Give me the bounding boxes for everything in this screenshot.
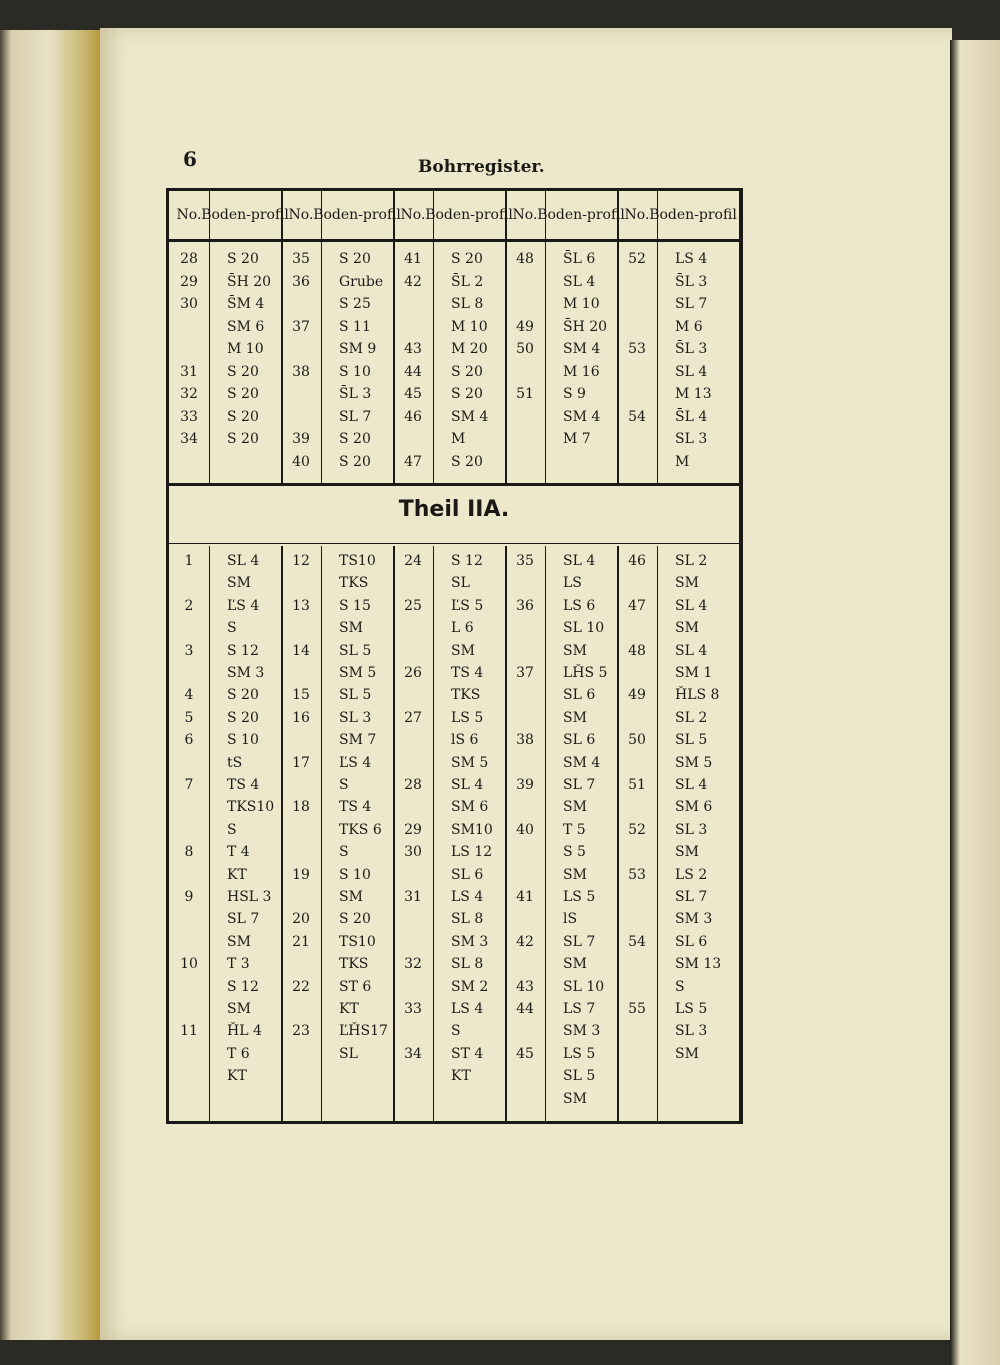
soil-profile-entry: SL 3 (339, 709, 372, 726)
header-line1: Boden- (537, 207, 587, 223)
soil-profile-entry: ȞL 4 (227, 1023, 262, 1040)
boring-number: 39 (516, 777, 534, 793)
soil-profile-entry: SL 5 (675, 732, 708, 749)
section-divider (169, 483, 739, 486)
boring-number: 52 (628, 251, 646, 267)
soil-profile-entry: S 20 (227, 687, 259, 704)
soil-profile-entry: SL 4 (563, 273, 596, 290)
boring-number: 25 (404, 597, 422, 614)
soil-profile-entry: SL 4 (563, 553, 596, 569)
column-divider (209, 191, 210, 1121)
soil-profile-entry: S 10 (339, 363, 371, 380)
boring-number: 35 (516, 553, 534, 569)
boring-number: 38 (292, 363, 310, 380)
soil-profile-entry: M (675, 453, 690, 470)
soil-profile-entry: S (451, 1023, 461, 1040)
boring-number: 36 (292, 273, 310, 290)
soil-profile-entry: KT (451, 1068, 471, 1085)
boring-number: 28 (404, 777, 422, 793)
boring-number: 11 (180, 1023, 198, 1040)
soil-profile-entry: S 20 (451, 453, 483, 470)
soil-profile-entry: SL 2 (675, 709, 708, 726)
soil-profile-entry: TKS (451, 687, 481, 704)
boring-number: 40 (516, 821, 534, 838)
soil-profile-entry: SM (227, 933, 251, 950)
boring-number: 44 (516, 1001, 534, 1017)
soil-profile-entry: S 15 (339, 597, 371, 614)
boring-number: 31 (180, 363, 198, 380)
soil-profile-entry: SL 4 (675, 597, 708, 614)
boring-number: 45 (516, 1045, 534, 1062)
soil-profile-entry: S 20 (339, 431, 371, 447)
soil-profile-entry: SL 3 (675, 431, 708, 447)
soil-profile-entry: TS 4 (339, 799, 372, 816)
soil-profile-entry: LS 12 (451, 844, 493, 861)
soil-profile-entry: S̄H 20 (563, 318, 608, 335)
header-no: No. (176, 207, 202, 223)
header-no: No. (512, 207, 538, 223)
page-number: 6 (183, 147, 197, 171)
soil-profile-entry: SL 6 (451, 866, 484, 883)
boring-number: 36 (516, 597, 534, 614)
section-title: Theil IIA. (398, 497, 510, 522)
soil-profile-entry: SM 6 (227, 318, 265, 335)
soil-profile-entry: SL 7 (563, 777, 596, 793)
boring-number: 3 (184, 642, 194, 659)
soil-profile-entry: SM 5 (675, 754, 713, 771)
boring-number: 41 (404, 251, 422, 267)
soil-profile-entry: S 20 (339, 251, 371, 267)
soil-profile-entry: T 6 (227, 1045, 250, 1062)
column-divider (321, 191, 322, 1121)
boring-number: 54 (628, 408, 646, 425)
soil-profile-entry: S (227, 821, 237, 838)
soil-profile-entry: SL 6 (675, 933, 708, 950)
soil-profile-entry: S 20 (227, 386, 259, 402)
soil-profile-entry: LS 4 (451, 1001, 484, 1017)
soil-profile-entry: S̄H 20 (227, 273, 272, 290)
boring-number: 23 (292, 1023, 310, 1040)
soil-profile-entry: SL 7 (675, 889, 708, 905)
boring-number: 39 (292, 431, 310, 447)
boring-number: 49 (628, 687, 646, 704)
soil-profile-entry: LS 6 (563, 597, 596, 614)
soil-profile-entry: SM (563, 1090, 587, 1107)
header-line1: Boden- (649, 207, 699, 223)
boring-number: 14 (292, 642, 310, 659)
soil-profile-entry: LS 4 (451, 889, 484, 905)
soil-profile-entry: SM (227, 575, 251, 592)
header-no: No. (288, 207, 314, 223)
boring-number: 32 (404, 956, 422, 973)
boring-number: 34 (404, 1045, 422, 1062)
soil-profile-entry: L 6 (451, 620, 474, 637)
soil-profile-entry: S 20 (227, 431, 259, 447)
soil-profile-entry: SL 5 (563, 1068, 596, 1085)
soil-profile-entry: S 25 (339, 296, 371, 312)
header-no: No. (400, 207, 426, 223)
soil-profile-entry: SL 7 (227, 911, 260, 928)
soil-profile-entry: LS 5 (563, 1045, 596, 1062)
soil-profile-entry: TKS (339, 575, 369, 592)
boring-number: 24 (404, 553, 422, 569)
soil-profile-entry: ĽS 4 (227, 597, 260, 614)
soil-profile-entry: LȞS 5 (563, 665, 608, 681)
soil-profile-entry: SM10 (451, 821, 493, 838)
soil-profile-entry: SM (563, 642, 587, 659)
soil-profile-entry: S (675, 978, 685, 995)
soil-profile-entry: SM (339, 620, 363, 637)
soil-profile-entry: M 10 (451, 318, 488, 335)
header-bodenprofil (425, 191, 513, 239)
boring-number: 55 (628, 1001, 646, 1017)
boring-number: 2 (184, 597, 194, 614)
boring-number: 48 (628, 642, 646, 659)
boring-number: 6 (184, 732, 194, 749)
soil-profile-entry: LS 2 (675, 866, 708, 883)
boring-number: 27 (404, 709, 422, 726)
soil-profile-entry: SM 6 (451, 799, 489, 816)
soil-profile-entry: SL 4 (675, 363, 708, 380)
soil-profile-entry: SM 5 (339, 665, 377, 681)
table-header (169, 191, 739, 242)
soil-profile-entry: SL 7 (563, 933, 596, 950)
boring-number: 30 (404, 844, 422, 861)
boring-number: 51 (516, 386, 534, 402)
soil-profile-entry: LS 4 (675, 251, 708, 267)
column-divider (657, 191, 658, 1121)
soil-profile-entry: SM 3 (451, 933, 489, 950)
soil-profile-entry: SM (675, 844, 699, 861)
soil-profile-entry: S 20 (339, 453, 371, 470)
soil-profile-entry: M 16 (563, 363, 600, 380)
soil-profile-entry: SM 4 (563, 341, 601, 357)
soil-profile-entry: TS 4 (227, 777, 260, 793)
soil-profile-entry: S 9 (563, 386, 586, 402)
soil-profile-entry: SM (563, 866, 587, 883)
soil-profile-entry: Grube (339, 273, 384, 290)
soil-profile-entry: LS (563, 575, 582, 592)
boring-number: 34 (180, 431, 198, 447)
soil-profile-entry: ȞLS 8 (675, 687, 720, 704)
boring-number: 49 (516, 318, 534, 335)
soil-profile-entry: M 6 (675, 318, 703, 335)
soil-profile-entry: SM (227, 1001, 251, 1017)
soil-profile-entry: SM 4 (563, 408, 601, 425)
column-divider (433, 191, 434, 1121)
soil-profile-entry: SM (675, 1045, 699, 1062)
soil-profile-entry: SL 10 (563, 620, 605, 637)
boring-number: 29 (404, 821, 422, 838)
soil-profile-entry: S 20 (227, 408, 259, 425)
header-line1: Boden- (313, 207, 363, 223)
register-table (166, 188, 743, 1124)
soil-profile-entry: ĽȞS17 (339, 1023, 388, 1040)
boring-number: 5 (184, 709, 194, 726)
boring-number: 50 (516, 341, 534, 357)
book-page-stack (0, 30, 110, 1340)
soil-profile-entry: S 12 (227, 978, 259, 995)
soil-profile-entry: S 20 (451, 363, 483, 380)
soil-profile-entry: TKS 6 (339, 821, 382, 838)
section-divider (169, 543, 739, 544)
soil-profile-entry: SM 9 (339, 341, 377, 357)
boring-number: 43 (516, 978, 534, 995)
soil-profile-entry: ST 6 (339, 978, 372, 995)
boring-number: 43 (404, 341, 422, 357)
boring-number: 37 (292, 318, 310, 335)
soil-profile-entry: SM 2 (451, 978, 489, 995)
soil-profile-entry: SL 6 (563, 732, 596, 749)
soil-profile-entry: M 10 (563, 296, 600, 312)
soil-profile-entry: M (451, 431, 466, 447)
soil-profile-entry: SL (339, 1045, 358, 1062)
boring-number: 53 (628, 341, 646, 357)
header-line2: profil (362, 207, 401, 223)
header-line2: profil (698, 207, 737, 223)
soil-profile-entry: SL 8 (451, 296, 484, 312)
boring-number: 53 (628, 866, 646, 883)
soil-profile-entry: SL 7 (339, 408, 372, 425)
boring-number: 31 (404, 889, 422, 905)
soil-profile-entry: SM (451, 642, 475, 659)
soil-profile-entry: T 5 (563, 821, 586, 838)
soil-profile-entry: SM 5 (451, 754, 489, 771)
soil-profile-entry: SL 4 (227, 553, 260, 569)
soil-profile-entry: SL 6 (563, 687, 596, 704)
soil-profile-entry: TKS10 (227, 799, 275, 816)
boring-number: 8 (184, 844, 194, 861)
boring-number: 32 (180, 386, 198, 402)
boring-number: 4 (184, 687, 194, 704)
boring-number: 7 (184, 777, 194, 793)
header-bodenprofil (201, 191, 289, 239)
soil-profile-entry: S 10 (227, 732, 259, 749)
soil-profile-entry: TKS (339, 956, 369, 973)
boring-number: 51 (628, 777, 646, 793)
boring-number: 44 (404, 363, 422, 380)
soil-profile-entry: SL 8 (451, 956, 484, 973)
boring-number: 41 (516, 889, 534, 905)
boring-number: 48 (516, 251, 534, 267)
header-bodenprofil (649, 191, 737, 239)
soil-profile-entry: SL 5 (339, 687, 372, 704)
running-head: Bohrregister. (418, 157, 545, 177)
boring-number: 42 (404, 273, 422, 290)
soil-profile-entry: SM (563, 799, 587, 816)
boring-number: 19 (292, 866, 310, 883)
soil-profile-entry: LS 5 (451, 709, 484, 726)
soil-profile-entry: SM (339, 889, 363, 905)
soil-profile-entry: SM 7 (339, 732, 377, 749)
soil-profile-entry: SL 4 (675, 642, 708, 659)
soil-profile-entry: ĽS 4 (339, 754, 372, 771)
soil-profile-entry: SM 13 (675, 956, 722, 973)
soil-profile-entry: S 20 (339, 911, 371, 928)
soil-profile-entry: ST 4 (451, 1045, 484, 1062)
soil-profile-entry: M 13 (675, 386, 712, 402)
soil-profile-entry: S 20 (227, 251, 259, 267)
header-line2: profil (586, 207, 625, 223)
boring-number: 38 (516, 732, 534, 749)
boring-number: 47 (404, 453, 422, 470)
boring-number: 46 (628, 553, 646, 569)
boring-number: 47 (628, 597, 646, 614)
boring-number: 20 (292, 911, 310, 928)
boring-number: 12 (292, 553, 310, 569)
soil-profile-entry: M 7 (563, 431, 591, 447)
soil-profile-entry: TS 4 (451, 665, 484, 681)
soil-profile-entry: SM 3 (563, 1023, 601, 1040)
soil-profile-entry: S (339, 777, 349, 793)
boring-number: 35 (292, 251, 310, 267)
boring-number: 37 (516, 665, 534, 681)
header-bodenprofil (537, 191, 625, 239)
boring-number: 54 (628, 933, 646, 950)
soil-profile-entry: LS 5 (563, 889, 596, 905)
soil-profile-entry: S 10 (339, 866, 371, 883)
soil-profile-entry: M 20 (451, 341, 488, 357)
boring-number: 30 (180, 296, 198, 312)
soil-profile-entry: SL 2 (675, 553, 708, 569)
soil-profile-entry: TS10 (339, 553, 376, 569)
soil-profile-entry: S 12 (227, 642, 259, 659)
soil-profile-entry: S (339, 844, 349, 861)
header-line2: profil (474, 207, 513, 223)
soil-profile-entry: SL 5 (339, 642, 372, 659)
boring-number: 17 (292, 754, 310, 771)
soil-profile-entry: KT (339, 1001, 359, 1017)
soil-profile-entry: SM 4 (451, 408, 489, 425)
soil-profile-entry: SL (451, 575, 470, 592)
boring-number: 10 (180, 956, 198, 973)
soil-profile-entry: SL 8 (451, 911, 484, 928)
header-line1: Boden- (201, 207, 251, 223)
boring-number: 42 (516, 933, 534, 950)
soil-profile-entry: S 11 (339, 318, 371, 335)
soil-profile-entry: S̄L 3 (339, 386, 372, 402)
soil-profile-entry: SL 4 (675, 777, 708, 793)
soil-profile-entry: tS (227, 754, 243, 771)
soil-profile-entry: TS10 (339, 933, 376, 950)
soil-profile-entry: S̄L 6 (563, 251, 596, 267)
boring-number: 33 (180, 408, 198, 425)
soil-profile-entry: SL 10 (563, 978, 605, 995)
soil-profile-entry: SM 4 (563, 754, 601, 771)
boring-number: 45 (404, 386, 422, 402)
soil-profile-entry: SM 3 (675, 911, 713, 928)
soil-profile-entry: S 12 (451, 553, 483, 569)
soil-profile-entry: SL 3 (675, 1023, 708, 1040)
soil-profile-entry: ĽS 5 (451, 597, 484, 614)
boring-number: 15 (292, 687, 310, 704)
soil-profile-entry: SM 6 (675, 799, 713, 816)
soil-profile-entry: HSL 3 (227, 889, 272, 905)
soil-profile-entry: S 20 (451, 251, 483, 267)
soil-profile-entry: SM 1 (675, 665, 713, 681)
boring-number: 9 (184, 889, 194, 905)
soil-profile-entry: S̄M 4 (227, 296, 265, 312)
boring-number: 46 (404, 408, 422, 425)
header-no: No. (624, 207, 650, 223)
soil-profile-entry: T 3 (227, 956, 250, 973)
soil-profile-entry: M 10 (227, 341, 264, 357)
boring-number: 22 (292, 978, 310, 995)
soil-profile-entry: KT (227, 866, 247, 883)
soil-profile-entry: S̄L 3 (675, 273, 708, 290)
soil-profile-entry: LS 5 (675, 1001, 708, 1017)
soil-profile-entry: S̄L 2 (451, 273, 484, 290)
boring-number: 52 (628, 821, 646, 838)
soil-profile-entry: SL 7 (675, 296, 708, 312)
header-bodenprofil (313, 191, 401, 239)
soil-profile-entry: SL 3 (675, 821, 708, 838)
boring-number: 50 (628, 732, 646, 749)
soil-profile-entry: S (227, 620, 237, 637)
soil-profile-entry: LS 7 (563, 1001, 596, 1017)
boring-number: 16 (292, 709, 310, 726)
header-line2: profil (250, 207, 289, 223)
boring-number: 21 (292, 933, 310, 950)
soil-profile-entry: lS 6 (451, 732, 479, 749)
soil-profile-entry: lS (563, 911, 578, 928)
soil-profile-entry: SL 4 (451, 777, 484, 793)
soil-profile-entry: S 20 (227, 709, 259, 726)
facing-page-edge (950, 40, 1000, 1365)
header-line1: Boden- (425, 207, 475, 223)
soil-profile-entry: S̄L 4 (675, 408, 708, 425)
soil-profile-entry: SM 3 (227, 665, 265, 681)
boring-number: 40 (292, 453, 310, 470)
soil-profile-entry: SM (563, 956, 587, 973)
boring-number: 26 (404, 665, 422, 681)
soil-profile-entry: SM (675, 620, 699, 637)
soil-profile-entry: S̄L 3 (675, 341, 708, 357)
soil-profile-entry: SM (563, 709, 587, 726)
boring-number: 33 (404, 1001, 422, 1017)
soil-profile-entry: SM (675, 575, 699, 592)
boring-number: 29 (180, 273, 198, 290)
soil-profile-entry: KT (227, 1068, 247, 1085)
boring-number: 28 (180, 251, 198, 267)
column-divider (545, 191, 546, 1121)
soil-profile-entry: S 5 (563, 844, 586, 861)
boring-number: 13 (292, 597, 310, 614)
soil-profile-entry: S 20 (451, 386, 483, 402)
boring-number: 18 (292, 799, 310, 816)
soil-profile-entry: S 20 (227, 363, 259, 380)
soil-profile-entry: T 4 (227, 844, 250, 861)
boring-number: 1 (184, 553, 194, 569)
